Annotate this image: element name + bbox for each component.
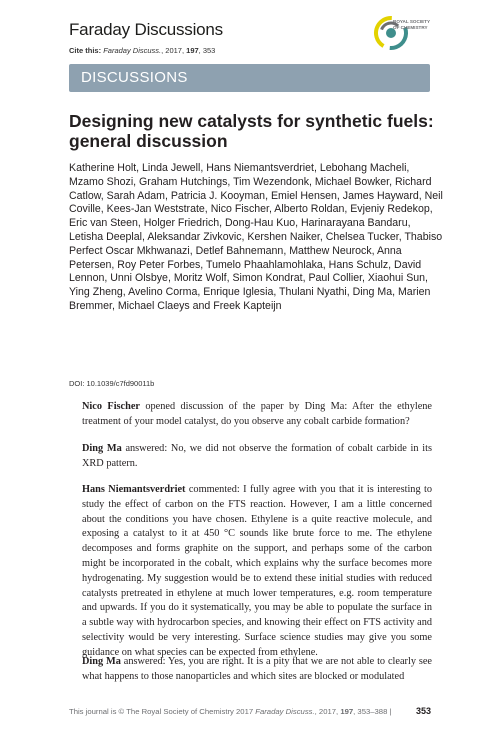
banner-label: DISCUSSIONS [81, 69, 188, 86]
doi-link[interactable]: DOI: 10.1039/c7fd90011b [69, 379, 155, 388]
journal-title: Faraday Discussions [69, 20, 223, 39]
cite-year: , 2017, [161, 46, 185, 55]
page-footer [69, 707, 431, 716]
logo-line-2: OF CHEMISTRY [393, 24, 428, 30]
footer-separator: | [389, 707, 392, 716]
cite-volume: 197 [186, 46, 199, 55]
discussion-paragraph [82, 655, 432, 685]
logo-line-1: ROYAL SOCIETY [393, 19, 431, 24]
footer-pages: , 353–388 [353, 707, 388, 716]
author-list: Katherine Holt, Linda Jewell, Hans Niemantsverdriet, Lebohang Macheli, Mzamo Shozi, Graham Hutchings, Tim Wezendonk, Michael Bowker, Richard Catlow, Sarah Adam, Patricia J. Kooyman, Emiel Hensen, James Hayward, Neil Coville, Kees-Jan Weststrate, Nico Fischer, Alberto Roldan, Evjeniy Redekop, Eric van Steen, Holger Friedrich, Dong-Hau Kuo, Harinarayana Bandaru, Letisha Deeplal, Aleksandar Zivkovic, Kershen Naiker, Chelsea Tucker, Thabiso Perfect Oscar Mkhwanazi, Detlef Bahnemann, Matthew Neurock, Anna Petersen, Roy Peter Forbes, Tumelo Phaahlamohlaka, Hans Schulz, David Lennon, Unni Olsbye, Moritz Wolf, Simon Kondrat, Paul Collier, Xiaohui Sun, Ying Zheng, Avelino Corma, Enrique Iglesia, Thulani Nyathi, Ding Ma, Marien Bremmer, Michael Claeys and Freek Kapteijn [69, 162, 443, 312]
footer-volume: 197 [340, 707, 354, 716]
footer-journal: Faraday Discuss. [255, 707, 315, 716]
speaker-name: Ding Ma [82, 443, 122, 454]
speaker-name: Hans Niemantsverdriet [82, 484, 186, 495]
discussion-paragraph [82, 442, 432, 472]
cite-prefix: Cite this: [69, 46, 102, 55]
page-number: 353 [415, 706, 431, 716]
cite-page: , 353 [198, 46, 216, 55]
paragraph-text: commented: I fully agree with you that it is interesting to study the effect of carbon on the FTS reaction. However, I am a little concerned about the conditions you have chosen. Ethylene is a quite reactive molecule, and exposing a catalyst to it at 450 °C sounds like brute force to me. The ethylene decomposes and forms graphite on the support, and perhaps some of the carbon might be incorporated in the cobalt, which explains why the surface becomes more hydrogenating. My suggestion would be to extend these initial studies with reduced catalysts pretreated in ethylene at much lower temperatures, e.g. room temperature and upwards. If you do it systematically, you may be able to populate the surface in a subtle way with hydrocarbon species, and knowing their effect on FTS activity and selectivity would be very interesting. Surface science studies may give you some guidance on what species can be expected from ethylene. [82, 484, 432, 658]
discussion-paragraph [82, 400, 432, 430]
footer-year: , 2017, [314, 707, 339, 716]
speaker-name: Nico Fischer [82, 401, 140, 412]
discussion-paragraph [82, 483, 432, 661]
cite-journal: Faraday Discuss. [103, 46, 162, 55]
article-title: Designing new catalysts for synthetic fuels: general discussion [69, 111, 434, 151]
section-banner [69, 64, 430, 92]
paragraph-text: answered: Yes, you are right. It is a pity that we are not able to clearly see what happens to those nanoparticles and which sites are blocked or modulated [82, 656, 432, 682]
footer-copyright: This journal is © The Royal Society of Chemistry 2017 [69, 707, 254, 716]
paragraph-text: answered: No, we did not observe the formation of cobalt carbide in its XRD pattern. [82, 443, 432, 469]
speaker-name: Ding Ma [82, 656, 121, 667]
paragraph-text: opened discussion of the paper by Ding Ma: After the ethylene treatment of your model catalyst, do you observe any cobalt carbide formation? [82, 401, 432, 427]
rsc-logo-text [393, 19, 433, 30]
citation-line [69, 46, 215, 55]
